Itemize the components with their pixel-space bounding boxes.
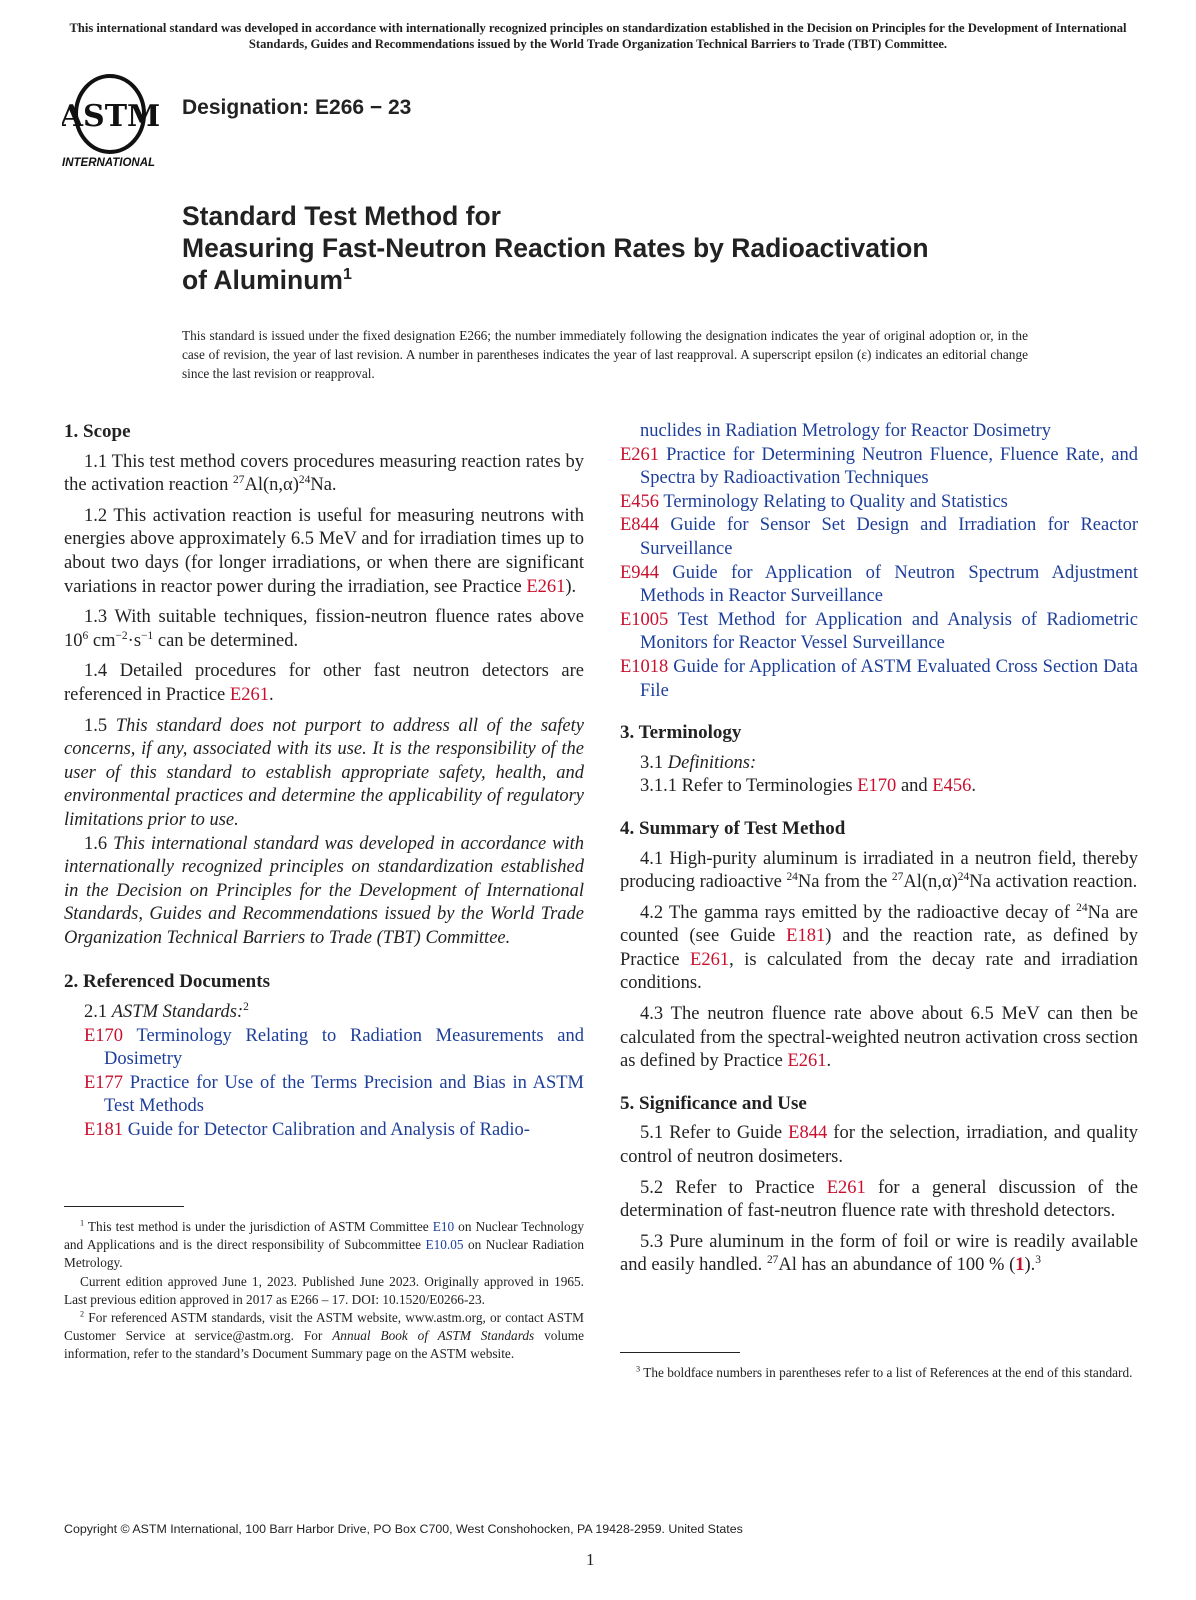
footnote-rule [64,1206,184,1207]
link-e10[interactable]: E10 [432,1219,455,1234]
paragraph-5-3: 5.3 Pure aluminum in the form of foil or wire is readily available and easily handled. $^{27}$Al has an abundance of 100 % (1).$^3$ [620,1231,1138,1276]
reference-e1018: E1018 Guide for Application of ASTM Evaluated Cross Section Data File [620,656,1138,701]
link-e261[interactable]: E261 [826,1177,866,1198]
link-e261[interactable]: E261 [526,576,566,597]
wto-notice: This international standard was developed in accordance with internationally recognized principles on standardization established in the Decision on Principles for the Development of International Standards, Guides and Recommendations issued by the World Trade Organization Technical Barriers to Trade (TBT) Committee. [69,21,1127,51]
paragraph-1-5: 1.5 This standard does not purport to address all of the safety concerns, if any, associated with its use. It is the responsibility of the user of this standard to establish appropriate safety, health, and environmental practices and determine the applicability of regulatory limitations prior to use. [64,715,584,830]
paragraph-2-1: 2.1 ASTM Standards:$^2$ [84,1000,249,1023]
copyright-line: Copyright © ASTM International, 100 Barr Harbor Drive, PO Box C700, West Conshohocken, PA 19428-2959. United States [64,1522,743,1536]
reference-e1005: E1005 Test Method for Application and Analysis of Radiometric Monitors for Reactor Vessel Surveillance [620,609,1138,654]
paragraph-1-2: 1.2 This activation reaction is useful for measuring neutrons with energies above approximately 6.5 MeV and for irradiation times up to about two days (for longer irradiations, or when there are significant variations in reactor power during the irradiation, see Practice E261). [64,505,584,597]
paragraph-4-2: 4.2 The gamma rays emitted by the radioactive decay of $^{24}$Na are counted (see Guide E181) and the reaction rate, as defined by Practice E261, is calculated from the decay rate and irradiation conditions. [620,901,1138,994]
paragraph-1-4: 1.4 Detailed procedures for other fast neutron detectors are referenced in Practice E261. [64,661,584,705]
link-e944[interactable]: E944 [620,562,660,583]
link-e177[interactable]: E177 [84,1072,124,1093]
link-e181[interactable]: E181 [84,1120,124,1141]
link-e261[interactable]: E261 [787,1051,827,1072]
footnote-3: $^3$ The boldface numbers in parentheses refer to a list of References at the end of this standard. [636,1364,1133,1380]
link-e844[interactable]: E844 [788,1123,828,1144]
title-footnote-mark[interactable]: 1 [342,266,352,284]
footnotes-left [64,1218,584,1364]
footnotes-right [620,1364,1138,1382]
reference-e456: E456 Terminology Relating to Quality and Statistics [620,491,1008,512]
link-e170[interactable]: E170 [857,776,897,797]
left-column [64,420,584,1143]
paragraph-1-1: 1.1 This test method covers procedures measuring reaction rates by the activation reaction $^{27}Al(n,\alpha)^{24}Na$. [64,451,584,496]
link-e456[interactable]: E456 [932,776,972,797]
footnote-2: $^2$ For referenced ASTM standards, visit the ASTM website, www.astm.org, or contact ASTM Customer Service at service@astm.org. For Annual Book of ASTM Standards volume information, refer to the standard’s Document Summary page on the ASTM website. [64,1309,584,1362]
paragraph-3-1-1: 3.1.1 Refer to Terminologies E170 and E456. [640,776,976,797]
link-e261[interactable]: E261 [620,444,660,465]
link-e1005[interactable]: E1005 [620,609,669,630]
link-e10-05[interactable]: E10.05 [425,1237,464,1253]
link-e181[interactable]: E181 [786,926,826,947]
section-heading-summary: 4. Summary of Test Method [620,817,846,839]
footnote-1-edition: Current edition approved June 1, 2023. Published June 2023. Originally approved in 1965. Last previous edition approved in 2017 as E266 – 17. DOI: 10.1520/E0266-23. [64,1273,584,1307]
right-column [620,420,1138,1285]
paragraph-4-3: 4.3 The neutron fluence rate above about 6.5 MeV can then be calculated from the spectral-weighted neutron activation cross section as defined by Practice E261. [620,1004,1138,1072]
reference-e177: E177 Practice for Use of the Terms Precision and Bias in ASTM Test Methods [84,1072,584,1117]
paragraph-4-1: 4.1 High-purity aluminum is irradiated in a neutron field, thereby producing radioactive $^{24}$Na from the $^{27}Al(n,\alpha)^{24}Na$ activation reaction. [620,848,1138,893]
paragraph-1-6: 1.6 This international standard was developed in accordance with internationally recognized principles on standardization established in the Decision on Principles for the Development of International Standards, Guides and Recommendations issued by the World Trade Organization Technical Barriers to Trade (TBT) Committee. [64,833,585,948]
paragraph-5-1: 5.1 Refer to Guide E844 for the selection, irradiation, and quality control of neutron dosimeters. [620,1123,1139,1168]
logo-letters: ASTM [62,99,161,134]
footnote-rule [620,1352,740,1353]
link-e456[interactable]: E456 [620,491,660,512]
link-e261[interactable]: E261 [229,684,269,705]
logo-tagline: INTERNATIONAL [62,157,156,169]
link-e170[interactable]: E170 [84,1025,124,1046]
astm-logo [62,70,172,170]
document-title: Standard Test Method for Measuring Fast-Neutron Reaction Rates by Radioactivation of Aluminum$^1$ [182,201,929,295]
reference-e170: E170 Terminology Relating to Radiation Measurements and Dosimetry [84,1025,584,1070]
paragraph-5-2: 5.2 Refer to Practice E261 for a general discussion of the determination of fast-neutron fluence rate with threshold detectors. [620,1177,1138,1222]
section-heading-referenced-documents: 2. Referenced Documents [64,971,270,993]
reference-e181-continued: nuclides in Radiation Metrology for Reactor Dosimetry [640,421,1052,441]
reference-e261: E261 Practice for Determining Neutron Fluence, Fluence Rate, and Spectra by Radioactivation Techniques [620,444,1138,489]
paragraph-3-1: 3.1 Definitions: [640,752,757,773]
page-number: 1 [586,1550,595,1569]
intro-notice: This standard is issued under the fixed designation E266; the number immediately following the designation indicates the year of original adoption or, in the case of revision, the year of last revision. A number in parentheses indicates the year of last reapproval. A superscript epsilon (ε) indicates an editorial change since the last revision or reapproval. [182,328,1028,381]
section-heading-terminology: 3. Terminology [620,722,742,744]
reference-e944: E944 Guide for Application of Neutron Spectrum Adjustment Methods in Reactor Surveillance [620,562,1138,607]
section-heading-significance: 5. Significance and Use [620,1092,807,1114]
paragraph-1-3: 1.3 With suitable techniques, fission-neutron fluence rates above $10^6$ $cm^{-2}\cdot s^{-1}$ can be determined. [64,607,584,651]
reference-e844: E844 Guide for Sensor Set Design and Irradiation for Reactor Surveillance [620,515,1138,559]
designation: Designation: E266 − 23 [182,96,412,119]
link-e261[interactable]: E261 [690,949,730,970]
link-e1018[interactable]: E1018 [620,656,669,677]
section-heading-scope: 1. Scope [64,421,131,442]
link-e844[interactable]: E844 [620,515,660,536]
footnote-1: $^1$ This test method is under the jurisdiction of ASTM Committee E10 on Nuclear Technology and Applications and is the direct responsibility of Subcommittee E10.05 on Nuclear Radiation Metrology. [64,1218,584,1271]
reference-e181: E181 Guide for Detector Calibration and Analysis of Radio- [84,1120,530,1141]
reference-1-link[interactable]: 1 [1015,1255,1025,1276]
